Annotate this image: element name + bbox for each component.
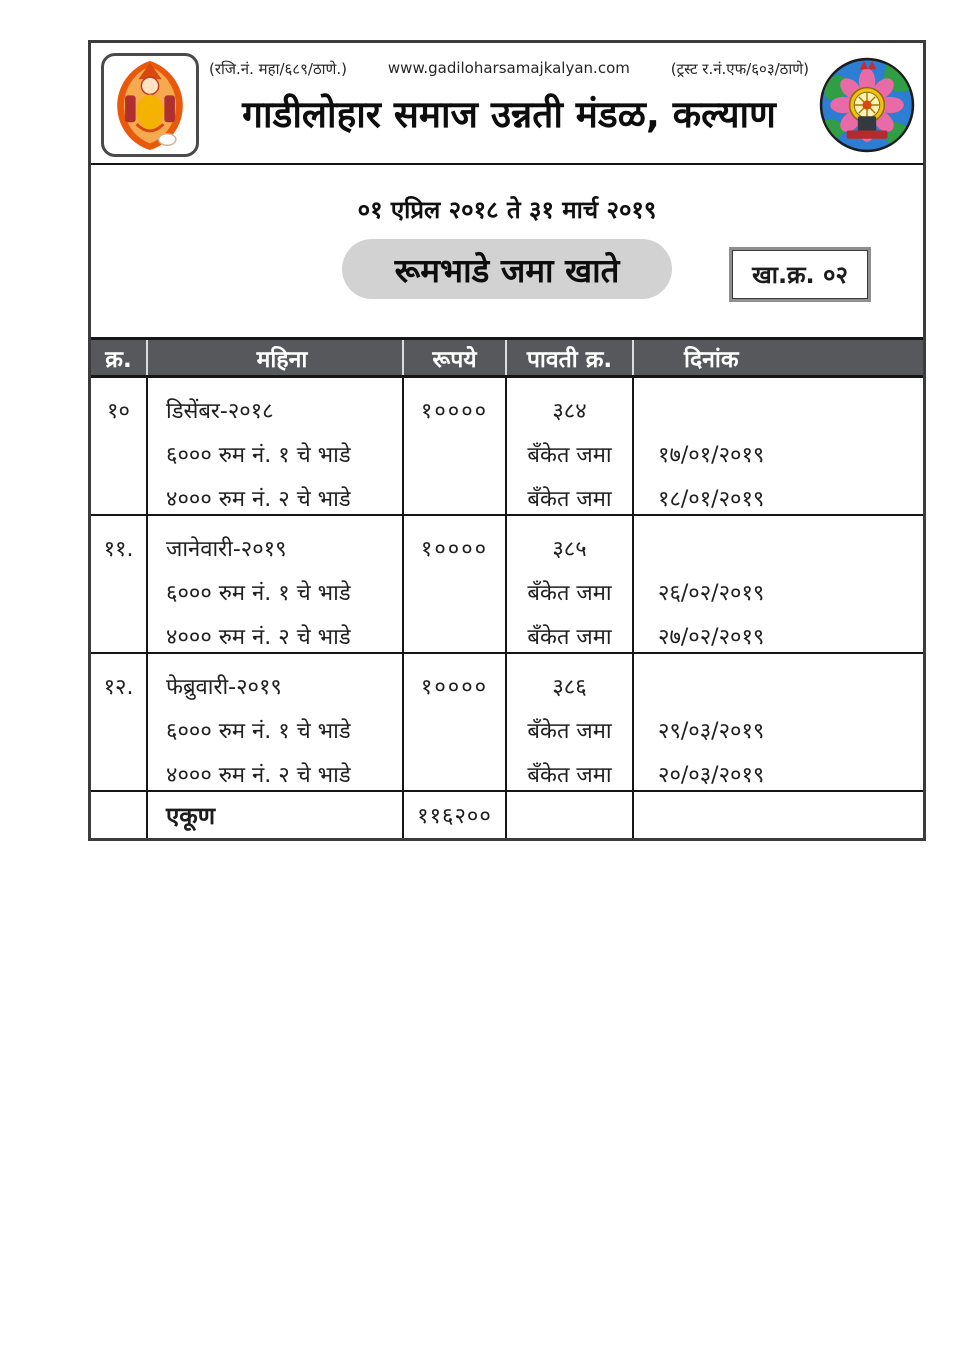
cell-receipt <box>507 654 634 796</box>
cell-receipt <box>507 378 634 520</box>
receipt-status: बँकेत जमा <box>527 719 612 744</box>
column-header-month: महिना <box>148 340 404 375</box>
letterhead-center <box>199 51 819 138</box>
cell-month <box>148 516 404 658</box>
receipt-number: ३८४ <box>552 399 587 424</box>
amount-value: १०००० <box>420 399 489 424</box>
date-value: २९/०३/२०१९ <box>658 719 765 744</box>
table-header-row <box>91 340 923 378</box>
ledger-title: रूमभाडे जमा खाते <box>342 239 672 299</box>
date-value: २६/०२/२०१९ <box>658 581 765 606</box>
month-value: फेब्रुवारी-२०१९ <box>166 675 282 700</box>
date-value: १७/०१/२०१९ <box>658 443 765 468</box>
cell-date-empty <box>634 792 923 838</box>
sr-value: १२. <box>103 675 134 700</box>
cell-month <box>148 654 404 796</box>
date-empty <box>658 388 923 432</box>
receipt-status: बँकेत जमा <box>527 443 612 468</box>
cell-sr <box>91 378 148 520</box>
table-total-row <box>91 792 923 838</box>
cell-date <box>634 654 923 796</box>
financial-period: ०१ एप्रिल २०१८ ते ३१ मार्च २०१९ <box>357 196 657 224</box>
letterhead-meta-row <box>207 51 811 79</box>
column-header-receipt: पावती क्र. <box>507 340 634 375</box>
month-value: जानेवारी-२०१९ <box>166 537 287 562</box>
trust-number: (ट्रस्ट र.नं.एफ/६०३/ठाणे) <box>670 60 809 78</box>
receipt-number: ३८६ <box>552 675 587 700</box>
cell-sr-empty <box>91 792 148 838</box>
cell-sr <box>91 654 148 796</box>
emblem-illustration <box>819 54 915 156</box>
rent-desc: ६००० रुम नं. १ चे भाडे <box>166 719 351 744</box>
rent-desc: ६००० रुम नं. १ चे भाडे <box>166 443 351 468</box>
organization-name: गाडीलोहार समाज उन्नती मंडळ, कल्याण <box>242 93 776 136</box>
cell-amount <box>404 654 507 796</box>
total-amount: ११६२०० <box>404 792 507 838</box>
rent-desc: ४००० रुम नं. २ चे भाडे <box>166 487 351 512</box>
sr-value: १० <box>107 399 130 424</box>
receipt-status: बँकेत जमा <box>527 763 612 788</box>
date-value: २७/०२/२०१९ <box>658 625 765 650</box>
cell-date <box>634 378 923 520</box>
column-header-amount: रूपये <box>404 340 507 375</box>
month-value: डिसेंबर-२०१८ <box>166 399 274 424</box>
cell-amount <box>404 516 507 658</box>
cell-receipt <box>507 516 634 658</box>
document-frame <box>88 40 926 841</box>
date-value: २०/०३/२०१९ <box>658 763 765 788</box>
table-row <box>91 654 923 792</box>
date-empty <box>658 526 923 570</box>
table-row <box>91 516 923 654</box>
amount-value: १०००० <box>420 537 489 562</box>
account-number-box: खा.क्र. ०२ <box>729 247 871 302</box>
column-header-date: दिनांक <box>684 346 739 373</box>
cell-date <box>634 516 923 658</box>
ledger-table <box>91 337 923 838</box>
receipt-status: बँकेत जमा <box>527 625 612 650</box>
sr-value: ११. <box>103 537 134 562</box>
deity-illustration <box>104 56 196 154</box>
title-section <box>91 165 923 337</box>
receipt-number: ३८५ <box>552 537 587 562</box>
rent-desc: ४००० रुम नं. २ चे भाडे <box>166 625 351 650</box>
deity-logo-icon <box>101 53 199 157</box>
date-empty <box>658 664 923 708</box>
column-header-sr: क्र. <box>91 340 148 375</box>
cell-month <box>148 378 404 520</box>
cell-sr <box>91 516 148 658</box>
rent-desc: ६००० रुम नं. १ चे भाडे <box>166 581 351 606</box>
receipt-status: बँकेत जमा <box>527 487 612 512</box>
cell-receipt-empty <box>507 792 634 838</box>
table-row <box>91 378 923 516</box>
cell-amount <box>404 378 507 520</box>
total-label: एकूण <box>148 792 404 838</box>
emblem-logo-icon <box>819 54 915 156</box>
website-url: www.gadiloharsamajkalyan.com <box>387 59 630 77</box>
rent-desc: ४००० रुम नं. २ चे भाडे <box>166 763 351 788</box>
letterhead <box>91 43 923 165</box>
amount-value: १०००० <box>420 675 489 700</box>
receipt-status: बँकेत जमा <box>527 581 612 606</box>
registration-number: (रजि.नं. महा/६८९/ठाणे.) <box>209 60 348 78</box>
date-value: १८/०१/२०१९ <box>658 487 765 512</box>
